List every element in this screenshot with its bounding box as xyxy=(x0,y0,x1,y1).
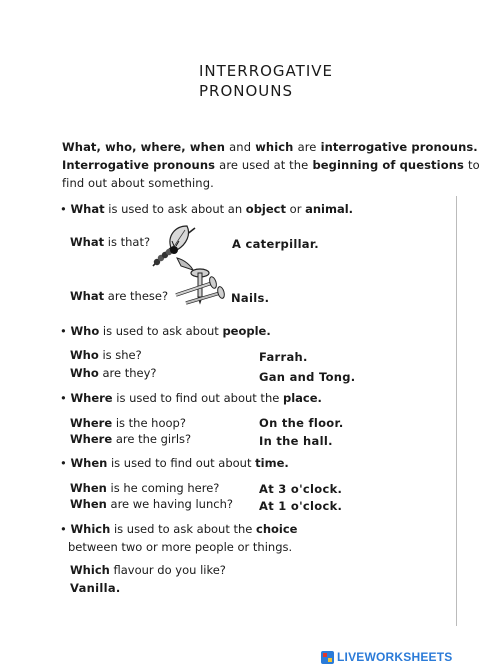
bullet-dot: • xyxy=(60,324,67,338)
keyword: What xyxy=(70,235,105,249)
question-text: is she? xyxy=(102,348,142,362)
question-text: is the hoop? xyxy=(115,416,186,430)
keyword: animal. xyxy=(305,202,354,216)
question-when-1 xyxy=(70,481,219,495)
question-text: are these? xyxy=(107,289,169,303)
keyword: Where xyxy=(70,416,113,430)
bullet-text: is used to ask about xyxy=(102,324,219,338)
bullet-which-line-2: between two or more people or things. xyxy=(68,540,293,554)
keyword: Who xyxy=(70,324,100,338)
intro-text: are used at the xyxy=(219,158,309,172)
keyword: Where xyxy=(70,432,113,446)
question-where-2 xyxy=(70,432,191,446)
question-text: are the girls? xyxy=(115,432,192,446)
title-line-2: PRONOUNS xyxy=(199,82,294,100)
question-text: are they? xyxy=(102,366,157,380)
keyword: object xyxy=(245,202,286,216)
intro-line-1 xyxy=(62,140,478,154)
intro-text: interrogative pronouns. xyxy=(320,140,478,154)
keyword: What xyxy=(70,289,105,303)
bullet-when xyxy=(60,456,289,470)
keyword: people. xyxy=(222,324,271,338)
keyword: time. xyxy=(255,456,289,470)
intro-text: and xyxy=(229,140,252,154)
keyword: choice xyxy=(256,522,298,536)
intro-line-2 xyxy=(62,158,480,172)
question-when-2 xyxy=(70,497,233,511)
bullet-text: is used to find out about xyxy=(110,456,252,470)
intro-text: are xyxy=(297,140,317,154)
question-text: is that? xyxy=(107,235,151,249)
keyword: Where xyxy=(70,391,113,405)
intro-text: Interrogative pronouns xyxy=(62,158,216,172)
question-who-1 xyxy=(70,348,142,362)
answer-who-2: Gan and Tong. xyxy=(259,370,356,384)
bullet-who xyxy=(60,324,271,338)
answer-what-1: A caterpillar. xyxy=(232,237,319,251)
liveworksheets-logo[interactable] xyxy=(321,650,452,664)
bullet-dot: • xyxy=(60,522,67,536)
question-text: is he coming here? xyxy=(110,481,220,495)
question-where-1 xyxy=(70,416,186,430)
bullet-text: or xyxy=(289,202,302,216)
answer-when-1: At 3 o'clock. xyxy=(259,482,343,496)
question-text: are we having lunch? xyxy=(110,497,233,511)
nails-illustration xyxy=(172,265,228,307)
answer-what-2: Nails. xyxy=(231,291,270,305)
logo-text: LIVEWORKSHEETS xyxy=(337,650,453,664)
keyword: Who xyxy=(70,348,99,362)
bullet-text: is used to ask about an xyxy=(108,202,243,216)
keyword: Which xyxy=(70,563,110,577)
bullet-text: is used to ask about the xyxy=(113,522,253,536)
answer-where-1: On the floor. xyxy=(259,416,344,430)
answer-which-1: Vanilla. xyxy=(70,581,121,595)
answer-who-1: Farrah. xyxy=(259,350,308,364)
intro-text: which xyxy=(255,140,294,154)
bullet-where xyxy=(60,391,322,405)
keyword: place. xyxy=(282,391,322,405)
title-line-1: INTERROGATIVE xyxy=(199,62,333,80)
question-which-1 xyxy=(70,563,226,577)
question-who-2 xyxy=(70,366,156,380)
keyword: Which xyxy=(70,522,111,536)
intro-text: beginning of questions xyxy=(312,158,464,172)
keyword: When xyxy=(70,456,108,470)
bullet-dot: • xyxy=(60,202,67,216)
bullet-what xyxy=(60,202,353,216)
answer-when-2: At 1 o'clock. xyxy=(259,499,343,513)
answer-where-2: In the hall. xyxy=(259,434,333,448)
margin-line xyxy=(456,196,457,626)
question-what-1 xyxy=(70,235,150,249)
bullet-dot: • xyxy=(60,391,67,405)
bullet-which xyxy=(60,522,297,536)
liveworksheets-logo-icon xyxy=(321,651,334,664)
bullet-dot: • xyxy=(60,456,67,470)
question-what-2 xyxy=(70,289,168,303)
intro-line-3: find out about something. xyxy=(62,176,214,190)
question-text: flavour do you like? xyxy=(113,563,226,577)
keyword: What xyxy=(70,202,105,216)
keyword: When xyxy=(70,481,107,495)
bullet-text: is used to find out about the xyxy=(116,391,280,405)
keyword: When xyxy=(70,497,107,511)
keyword: Who xyxy=(70,366,99,380)
intro-text: What, who, where, when xyxy=(62,140,226,154)
intro-text: to xyxy=(468,158,480,172)
